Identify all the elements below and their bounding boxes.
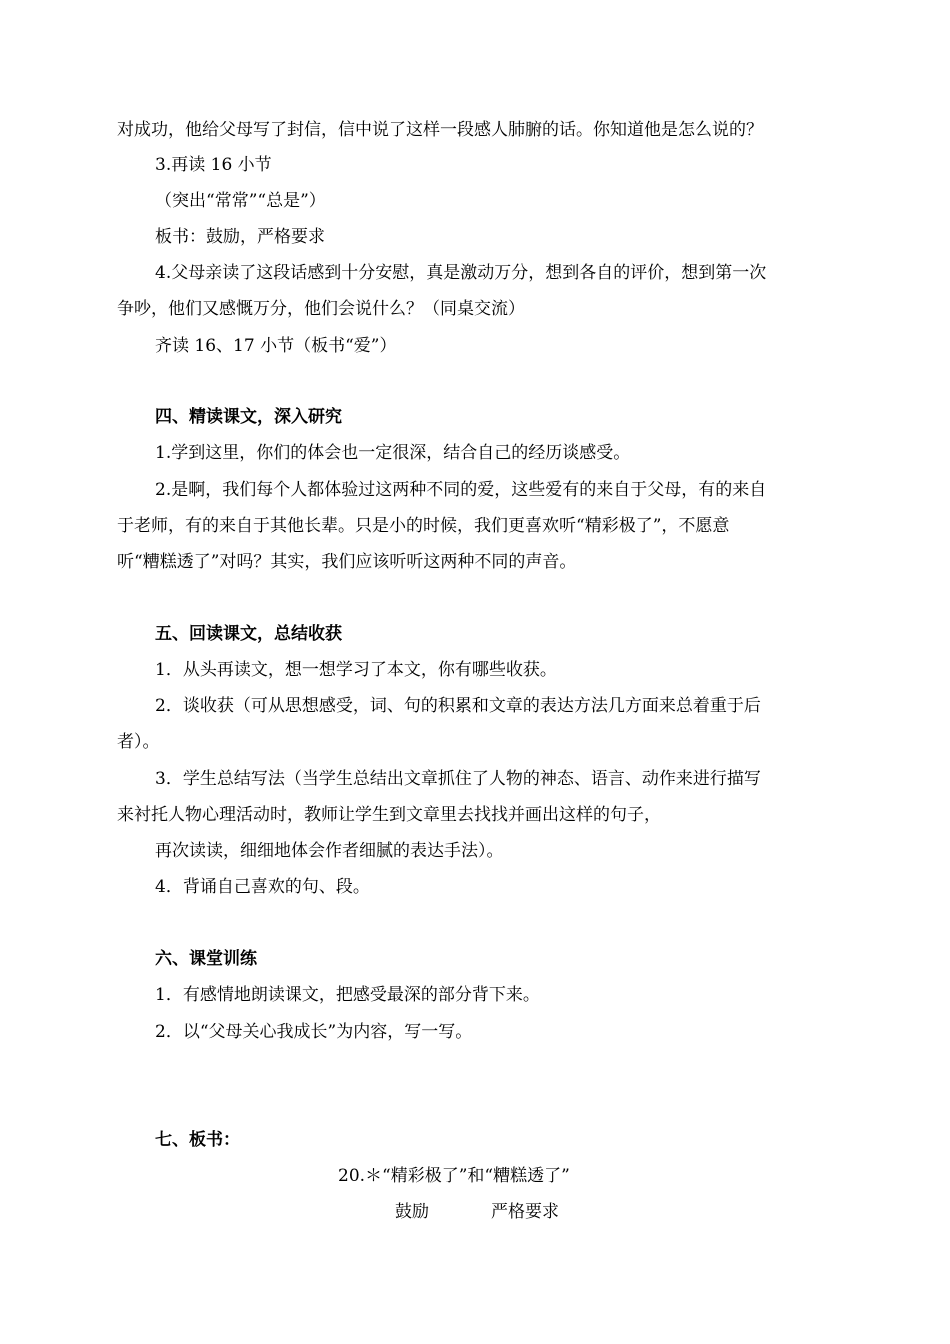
text-line: 1．从头再读文，想一想学习了本文，你有哪些收获。 [155, 660, 557, 680]
board-left: 鼓励 [395, 1202, 429, 1222]
text-line: 齐读 16、17 小节（板书“爱”） [155, 336, 397, 356]
text-line: 4.父母亲读了这段话感到十分安慰，真是激动万分，想到各自的评价，想到第一次 [155, 263, 767, 283]
text-line: 板书：鼓励，严格要求 [155, 227, 325, 247]
text-line: 2．谈收获（可从思想感受，词、句的积累和文章的表达方法几方面来总着重于后 [155, 696, 761, 716]
section-heading: 四、精读课文，深入研究 [155, 407, 342, 427]
text-line: 争吵，他们又感慨万分，他们会说什么？（同桌交流） [117, 299, 525, 319]
text-line: 3.再读 16 小节 [155, 155, 272, 175]
text-line: 2．以“父母关心我成长”为内容，写一写。 [155, 1022, 473, 1042]
text-line: 者）。 [117, 732, 160, 752]
section-heading: 六、课堂训练 [155, 949, 257, 969]
text-line: 再次读读，细细地体会作者细腻的表达手法）。 [155, 841, 504, 861]
text-line: 1．有感情地朗读课文，把感受最深的部分背下来。 [155, 985, 540, 1005]
text-line: 于老师，有的来自于其他长辈。只是小的时候，我们更喜欢听“精彩极了”，不愿意 [117, 516, 730, 536]
text-line: （突出“常常”“总是”） [155, 191, 326, 211]
board-right: 严格要求 [491, 1202, 559, 1222]
text-line: 1.学到这里，你们的体会也一定很深，结合自己的经历谈感受。 [155, 443, 631, 463]
text-line: 来衬托人物心理活动时，教师让学生到文章里去找找并画出这样的句子， [117, 805, 661, 825]
section-heading: 五、回读课文，总结收获 [155, 624, 342, 644]
text-line: 听“糟糕透了”对吗？其实，我们应该听听这两种不同的声音。 [117, 552, 577, 572]
text-line: 对成功，他给父母写了封信，信中说了这样一段感人肺腑的话。你知道他是怎么说的？ [117, 120, 763, 140]
board-title: 20.＊“精彩极了”和“糟糕透了” [338, 1166, 570, 1186]
text-line: 4．背诵自己喜欢的句、段。 [155, 877, 370, 897]
section-heading: 七、板书： [155, 1130, 240, 1150]
text-line: 2.是啊，我们每个人都体验过这两种不同的爱，这些爱有的来自于父母，有的来自 [155, 480, 767, 500]
text-line: 3．学生总结写法（当学生总结出文章抓住了人物的神态、语言、动作来进行描写 [155, 769, 761, 789]
